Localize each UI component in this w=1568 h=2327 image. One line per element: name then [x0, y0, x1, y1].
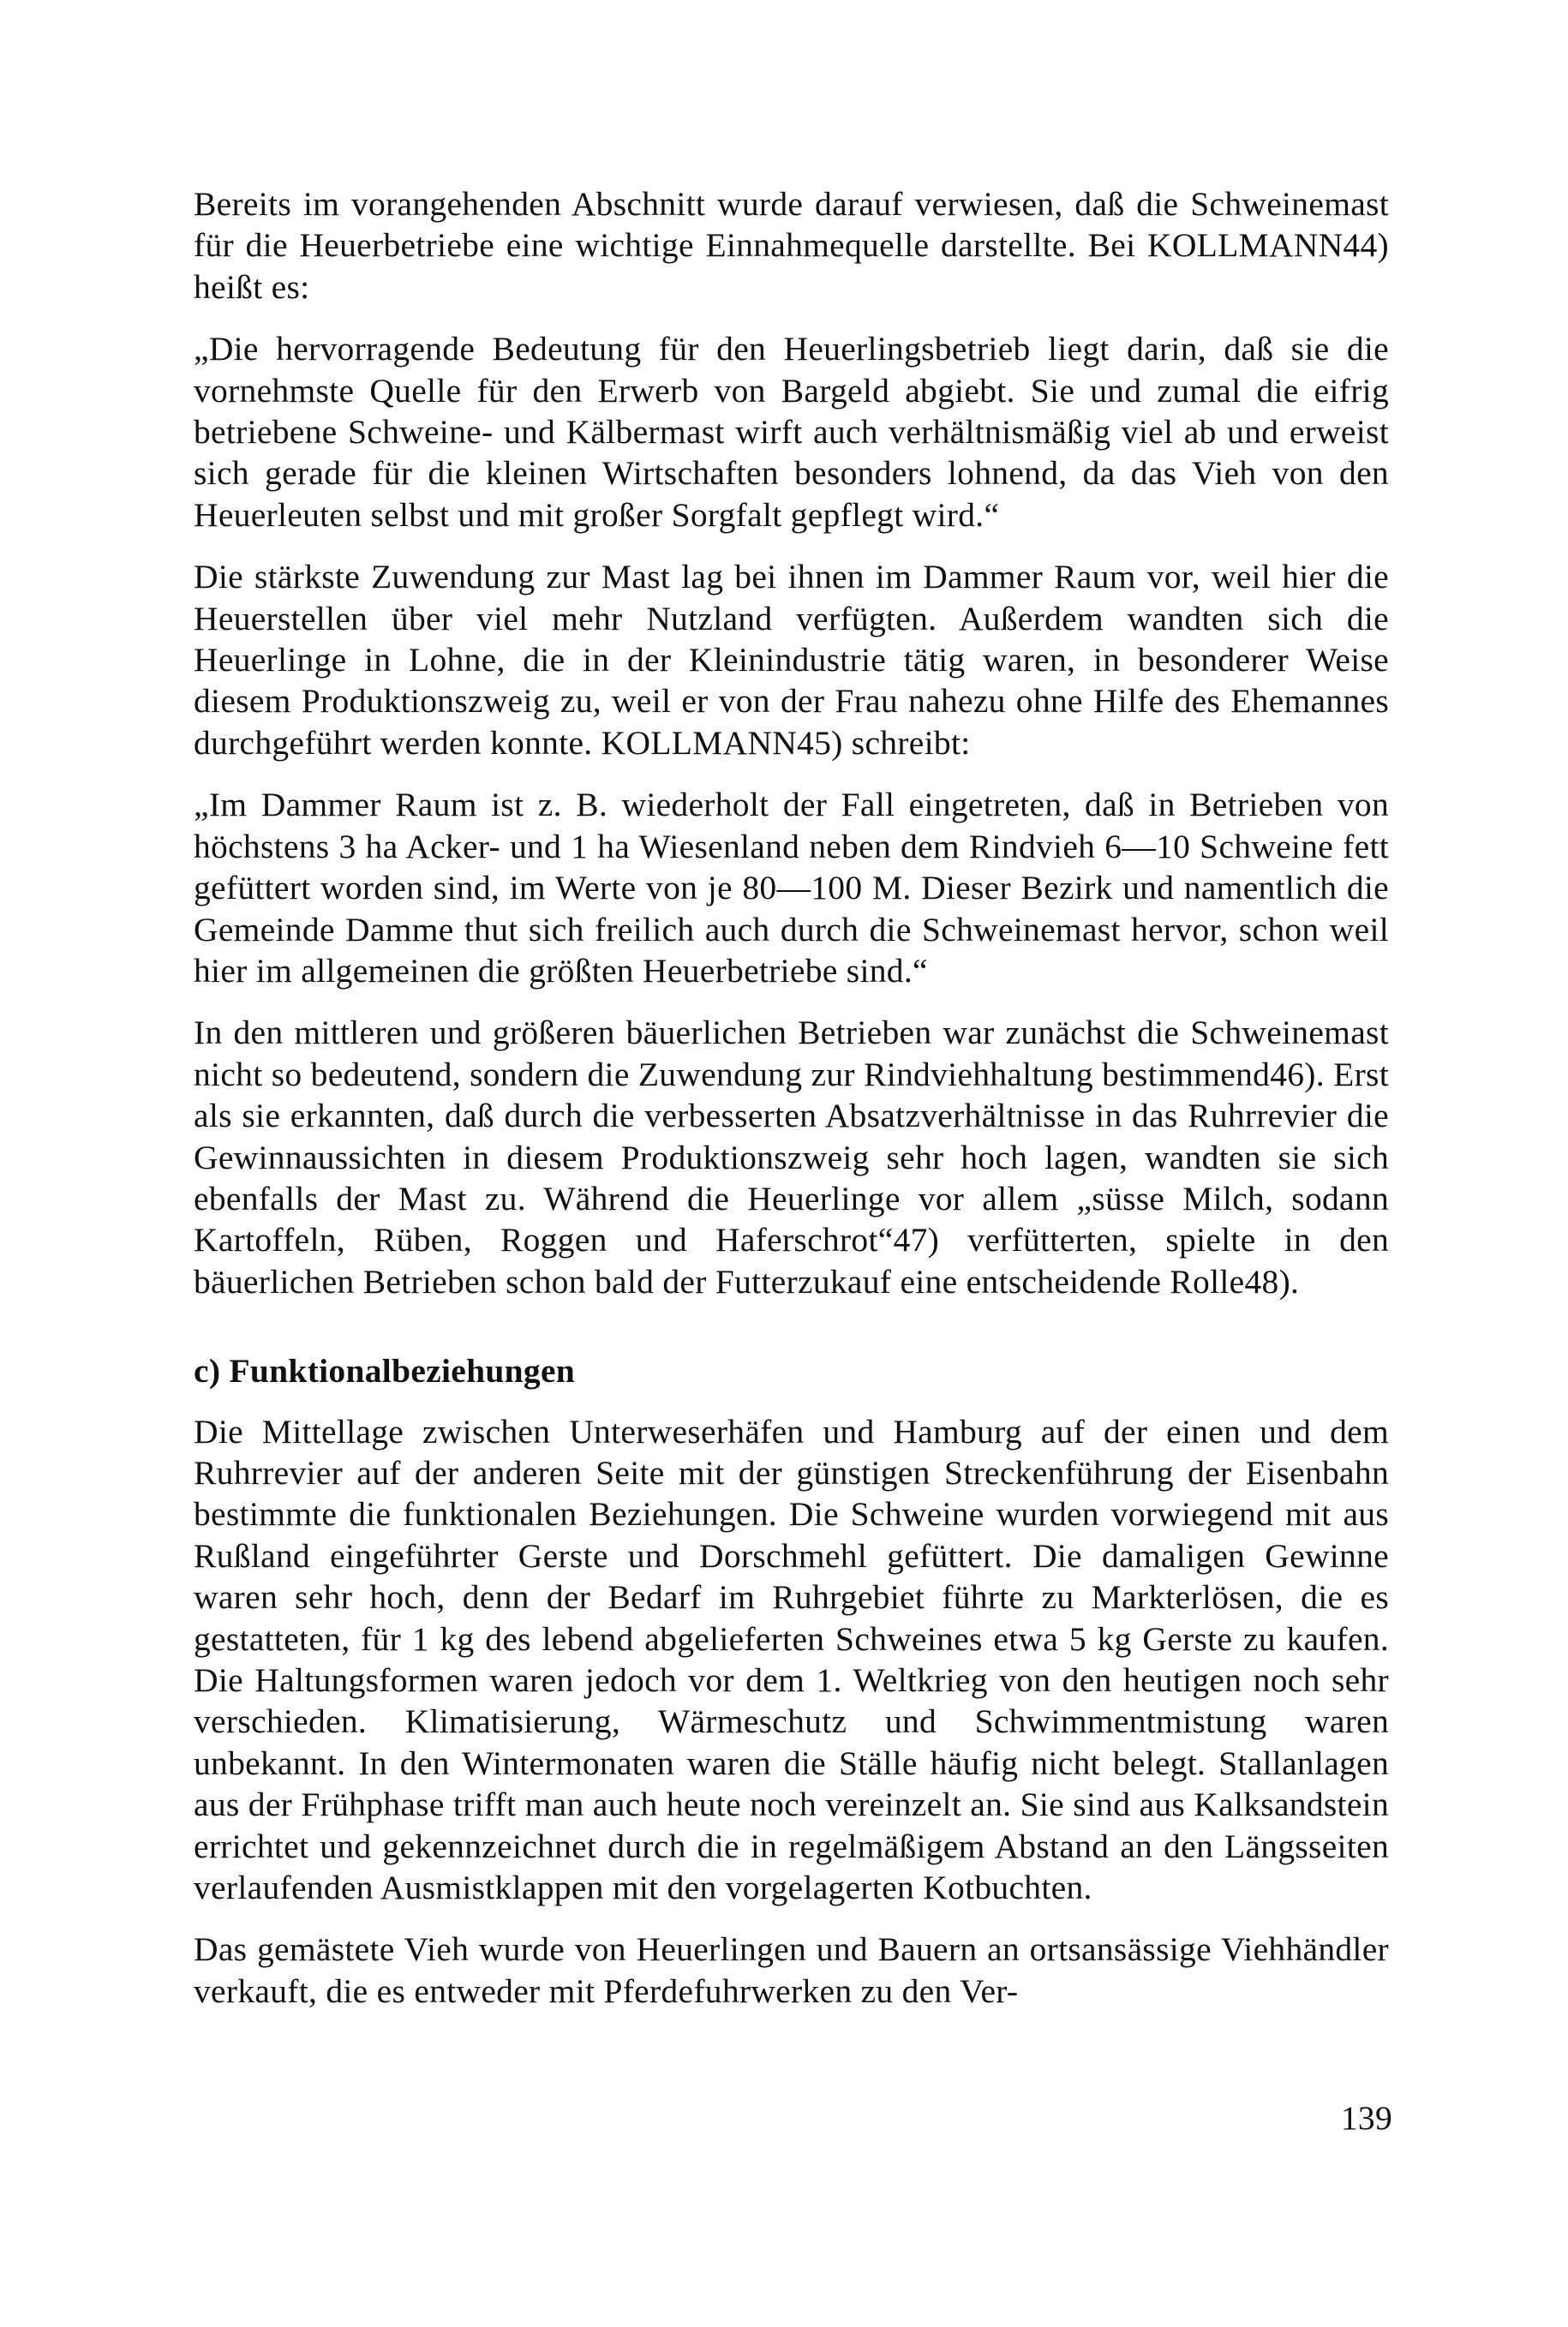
section-heading: c) Funktionalbeziehungen [194, 1352, 576, 1391]
paragraph-3: In den mittleren und größeren bäuerlichen Betrieben war zunächst die Schweinemast nicht so bedeutend, sondern die Zuwendung zur Rindviehhaltung bestimmend46). Erst als sie erkannten, daß durch die verbesserten Absatzverhältnisse in das Ruhrrevier die Gewinnaussichten in diesem Produktionszweig sehr hoch lagen, wandten sie sich ebenfalls der Mast zu. Während die Heuerlinge vor allem „süsse Milch, sodann Kartoffeln, Rüben, Roggen und Haferschrot“47) verfütterten, spielte in den bäuerlichen Betrieben schon bald der Futterzukauf eine entscheidende Rolle48). [194, 1014, 1389, 1301]
quote-kollmann-45: „Im Dammer Raum ist z. B. wiederholt der Fall eingetreten, daß in Betrieben von höchstens 3 ha Acker- und 1 ha Wiesenland neben dem Rindvieh 6—10 Schweine fett gefüttert worden sind, im Werte von je 80—100 M. Dieser Bezirk und namentlich die Gemeinde Damme thut sich freilich auch durch die Schweinemast hervor, schon weil hier im allgemeinen die größten Heuerbetriebe sind.“ [194, 786, 1389, 990]
section-paragraph-2: Das gemästete Vieh wurde von Heuerlingen und Bauern an ortsansässige Viehhändler verkauft, die es entweder mit Pferdefuhrwerken zu den Ver- [194, 1930, 1389, 2010]
paragraph-1: Bereits im vorangehenden Abschnitt wurde darauf verwiesen, daß die Schweinemast für die Heuerbetriebe eine wichtige Einnahmequelle darstellte. Bei KOLLMANN44) heißt es: [194, 185, 1389, 306]
quote-kollmann-44: „Die hervorragende Bedeutung für den Heuerlingsbetrieb liegt darin, daß sie die vornehmste Quelle für den Erwerb von Bargeld abgiebt. Sie und zumal die eifrig betriebene Schweine- und Kälbermast wirft auch verhältnismäßig viel ab und erweist sich gerade für die kleinen Wirtschaften besonders lohnend, da das Vieh von den Heuerleuten selbst und mit großer Sorgfalt gepflegt wird.“ [194, 330, 1389, 534]
paragraph-2: Die stärkste Zuwendung zur Mast lag bei ihnen im Dammer Raum vor, weil hier die Heuerstellen über viel mehr Nutzland verfügten. Außerdem wandten sich die Heuerlinge in Lohne, die in der Kleinindustrie tätig waren, in besonderer Weise diesem Produktionszweig zu, weil er von der Frau nahezu ohne Hilfe des Ehemannes durchgeführt werden konnte. KOLLMANN45) schreibt: [194, 558, 1389, 762]
page-number: 139 [1340, 2099, 1392, 2137]
section-paragraph-1: Die Mittellage zwischen Unterweserhäfen und Hamburg auf der einen und dem Ruhrrevier auf der anderen Seite mit der günstigen Streckenführung der Eisenbahn bestimmte die funktionalen Beziehungen. Die Schweine wurden vorwiegend mit aus Rußland eingeführter Gerste und Dorschmehl gefüttert. Die damaligen Gewinne waren sehr hoch, denn der Bedarf im Ruhrgebiet führte zu Markterlösen, die es gestatteten, für 1 kg des lebend abgelieferten Schweines etwa 5 kg Gerste zu kaufen. Die Haltungsformen waren jedoch vor dem 1. Weltkrieg von den heutigen noch sehr verschieden. Klimatisierung, Wärmeschutz und Schwimmentmistung waren unbekannt. In den Wintermonaten waren die Ställe häufig nicht belegt. Stallanlagen aus der Frühphase trifft man auch heute noch vereinzelt an. Sie sind aus Kalksandstein errichtet und gekennzeichnet durch die in regelmäßigem Abstand an den Längsseiten verlaufenden Ausmistklappen mit den vorgelagerten Kotbuchten. [194, 1412, 1389, 1907]
body-text [194, 183, 1389, 2012]
